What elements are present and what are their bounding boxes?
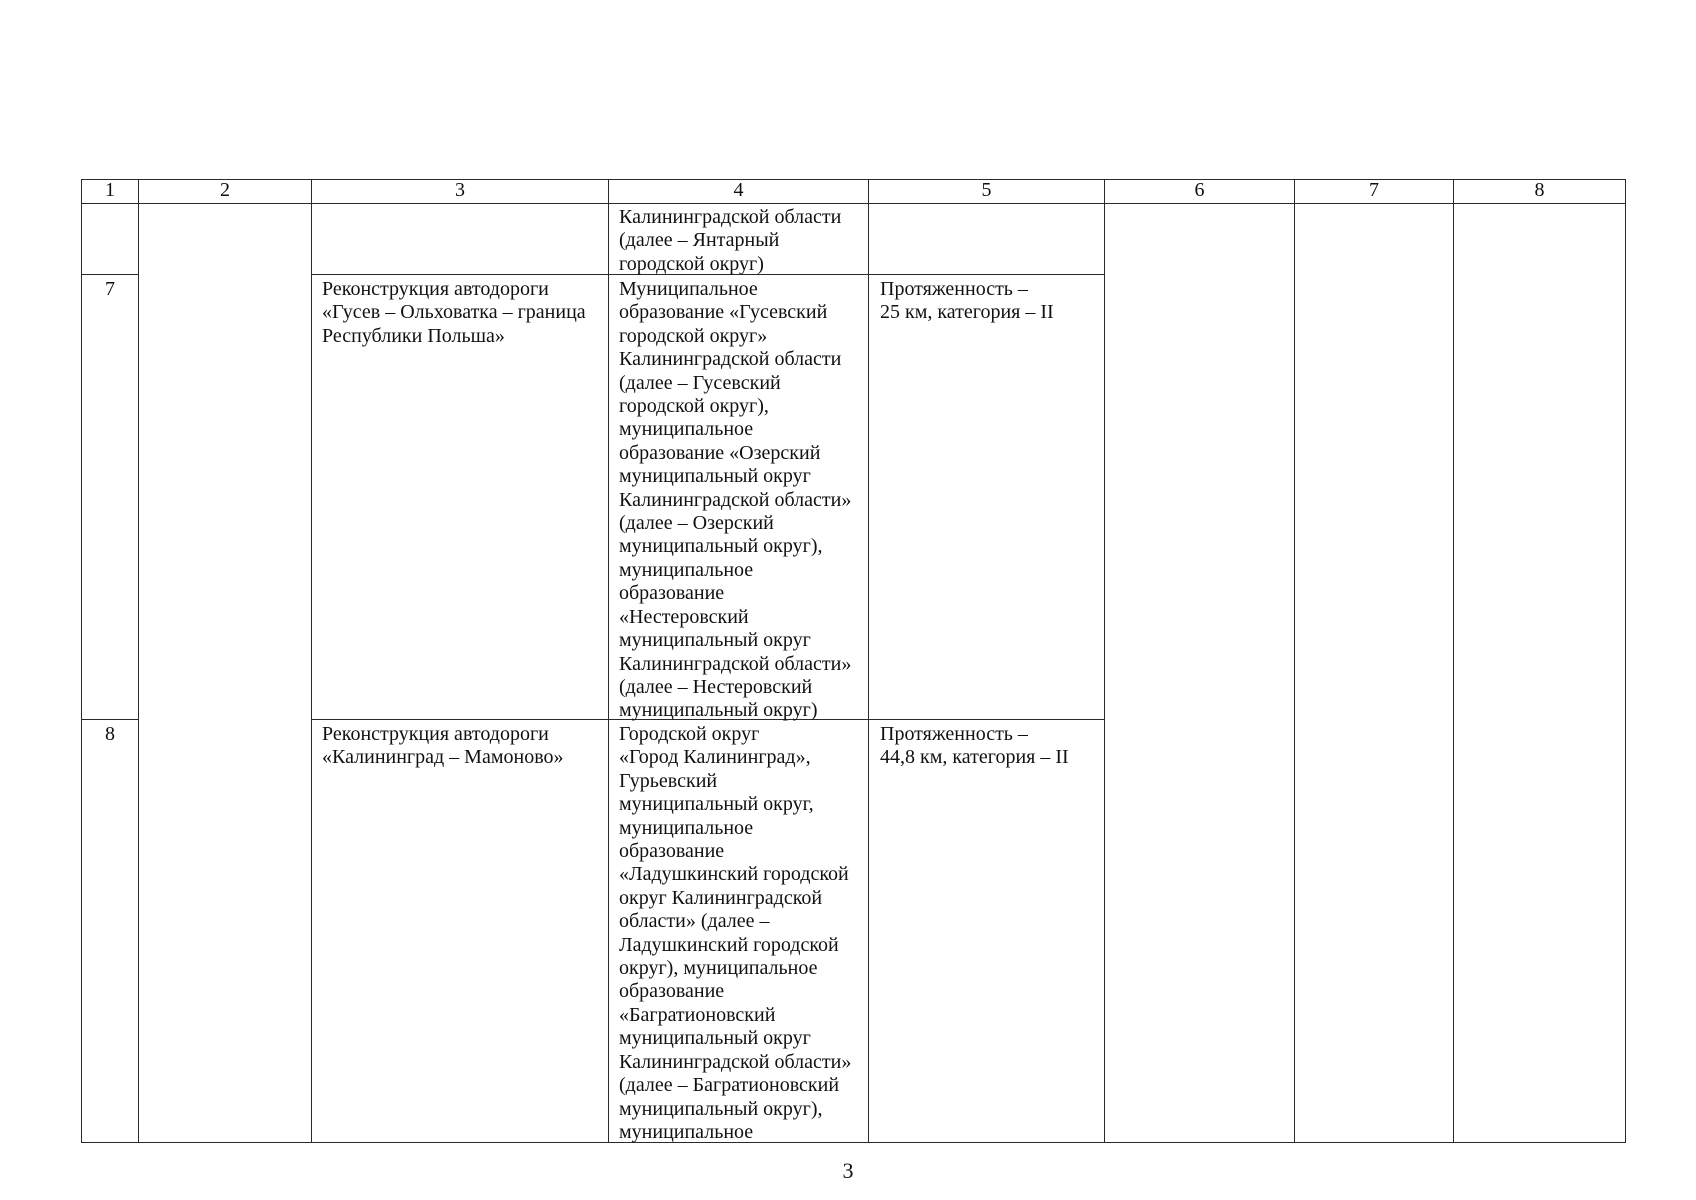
row-number-cell: 8 xyxy=(105,723,115,745)
municipality-cell: Городской округ «Город Калининград», Гурьевский муниципальный округ, муниципальное образование «Ладушкинский городской округ Калининградской области» (далее – Ладушкинский городской округ), муниципальное образование «Багратионовский муниципальный округ Калининградской области» (далее – Багратионовский муниципальный округ), муниципальное xyxy=(619,723,852,1143)
row-number-cell: 7 xyxy=(105,278,115,300)
column-header-7: 7 xyxy=(1369,179,1379,201)
column-header-8: 8 xyxy=(1534,179,1545,201)
column-header-1: 1 xyxy=(105,179,115,201)
column-header-6: 6 xyxy=(1194,179,1205,201)
object-name-cell: Реконструкция автодороги «Калининград – Мамоново» xyxy=(322,723,564,769)
column-header-2: 2 xyxy=(220,179,230,201)
municipality-cell: Муниципальное образование «Гусевский городской округ» Калининградской области (далее – Гусевский городской округ), муниципальное образование «Озерский муниципальный округ Калининградской области» (далее – Озерский муниципальный округ), муниципальное образование «Нестеровский муниципальный округ Калининградской области» (далее – Нестеровский муниципальный округ) xyxy=(619,278,852,722)
column-header-5: 5 xyxy=(981,179,992,201)
page-number: 3 xyxy=(842,1158,854,1183)
column-header-3: 3 xyxy=(455,179,465,201)
object-name-cell: Реконструкция автодороги «Гусев – Ольховатка – граница Республики Польша» xyxy=(322,278,586,347)
continuation-municipality-cell: Калининградской области (далее – Янтарный городской округ) xyxy=(619,206,842,275)
characteristics-cell: Протяженность – 25 км, категория – II xyxy=(880,278,1054,324)
characteristics-cell: Протяженность – 44,8 км, категория – II xyxy=(880,723,1069,769)
column-header-4: 4 xyxy=(733,179,744,201)
